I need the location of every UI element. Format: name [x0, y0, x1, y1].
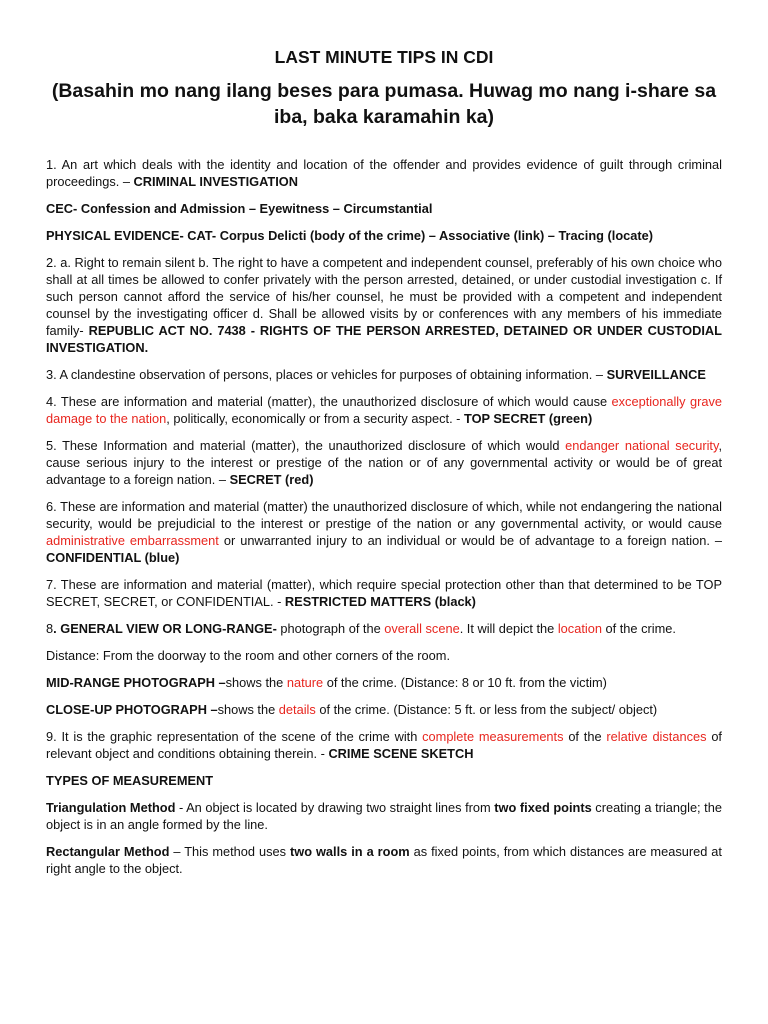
item-triangulation: Triangulation Method - An object is located by drawing two straight lines from two fixed points creating a triangle; the object is in an angle formed by the line.	[46, 800, 722, 832]
item-close-up: CLOSE-UP PHOTOGRAPH –shows the details of the crime. (Distance: 5 ft. or less from the subject/ object)	[46, 702, 658, 717]
highlight-text: complete measurements	[422, 729, 564, 744]
item-2: 2. a. Right to remain silent b. The right to have a competent and independent counsel, preferably of his own choice who shall at all times be allowed to confer privately with the person arrested, detained, or under custodial investigation c. If such person cannot afford the service of his/her counsel, he must be provided with a competent and independent counsel by the investigating officer d. Shall be allowed visits by or conferences with any members of his immediate family- REPUBLIC ACT NO. 7438 - RIGHTS OF THE PERSON ARRESTED, DETAINED OR UNDER CUSTODIAL INVESTIGATION.	[46, 255, 722, 355]
item-3: 3. A clandestine observation of persons, places or vehicles for purposes of obtaining information. – SURVEILLANCE	[46, 367, 706, 382]
page-subtitle: (Basahin mo nang ilang beses para pumasa. Huwag mo nang i-share sa iba, baka karamahin ka)	[51, 80, 717, 128]
highlight-text: details	[278, 702, 316, 717]
section-heading-measurement: TYPES OF MEASUREMENT	[46, 773, 214, 788]
item-9: 9. It is the graphic representation of the scene of the crime with complete measurements of the relative distances of relevant object and conditions obtaining therein. - CRIME SCENE SKETCH	[46, 729, 722, 761]
item-physical-evidence: PHYSICAL EVIDENCE- CAT- Corpus Delicti (body of the crime) – Associative (link) – Tracing (locate)	[46, 228, 654, 243]
item-rectangular: Rectangular Method – This method uses two walls in a room as fixed points, from which distances are measured at right angle to the object.	[46, 844, 722, 876]
item-4: 4. These are information and material (matter), the unauthorized disclosure of which would cause exceptionally grave damage to the nation, politically, economically or from a security aspect. - TOP SECRET (green)	[46, 394, 722, 426]
highlight-text: location	[557, 621, 602, 636]
item-5: 5. These Information and material (matter), the unauthorized disclosure of which would endanger national security, cause serious injury to the interest or prestige of the nation or of any governmental activity or would be of great advantage to a foreign nation. – SECRET (red)	[46, 438, 722, 487]
highlight-text: relative distances	[606, 729, 707, 744]
highlight-text: nature	[286, 675, 324, 690]
highlight-text: endanger national security	[565, 438, 719, 453]
highlight-text: overall scene	[384, 621, 460, 636]
item-6: 6. These are information and material (matter) the unauthorized disclosure of which, while not endangering the national security, would be prejudicial to the interest or prestige of the nation or any governmental activity, or would cause administrative embarrassment or unwarranted injury to an individual or would be of advantage to a foreign nation. – CONFIDENTIAL (blue)	[46, 499, 722, 565]
highlight-text: administrative embarrassment	[46, 533, 219, 548]
highlight-text: exceptionally grave damage to the nation	[46, 394, 722, 426]
page-title: LAST MINUTE TIPS IN CDI	[274, 47, 494, 67]
item-8: 8. GENERAL VIEW OR LONG-RANGE- photograph of the overall scene. It will depict the location of the crime.	[46, 621, 676, 636]
item-1: 1. An art which deals with the identity and location of the offender and provides evidence of guilt through criminal proceedings. – CRIMINAL INVESTIGATION	[46, 157, 722, 189]
item-cec: CEC- Confession and Admission – Eyewitness – Circumstantial	[46, 201, 433, 216]
item-distance: Distance: From the doorway to the room and other corners of the room.	[46, 648, 451, 663]
item-mid-range: MID-RANGE PHOTOGRAPH –shows the nature of the crime. (Distance: 8 or 10 ft. from the victim)	[46, 675, 607, 690]
item-7: 7. These are information and material (matter), which require special protection other than that determined to be TOP SECRET, SECRET, or CONFIDENTIAL. - RESTRICTED MATTERS (black)	[46, 577, 722, 609]
